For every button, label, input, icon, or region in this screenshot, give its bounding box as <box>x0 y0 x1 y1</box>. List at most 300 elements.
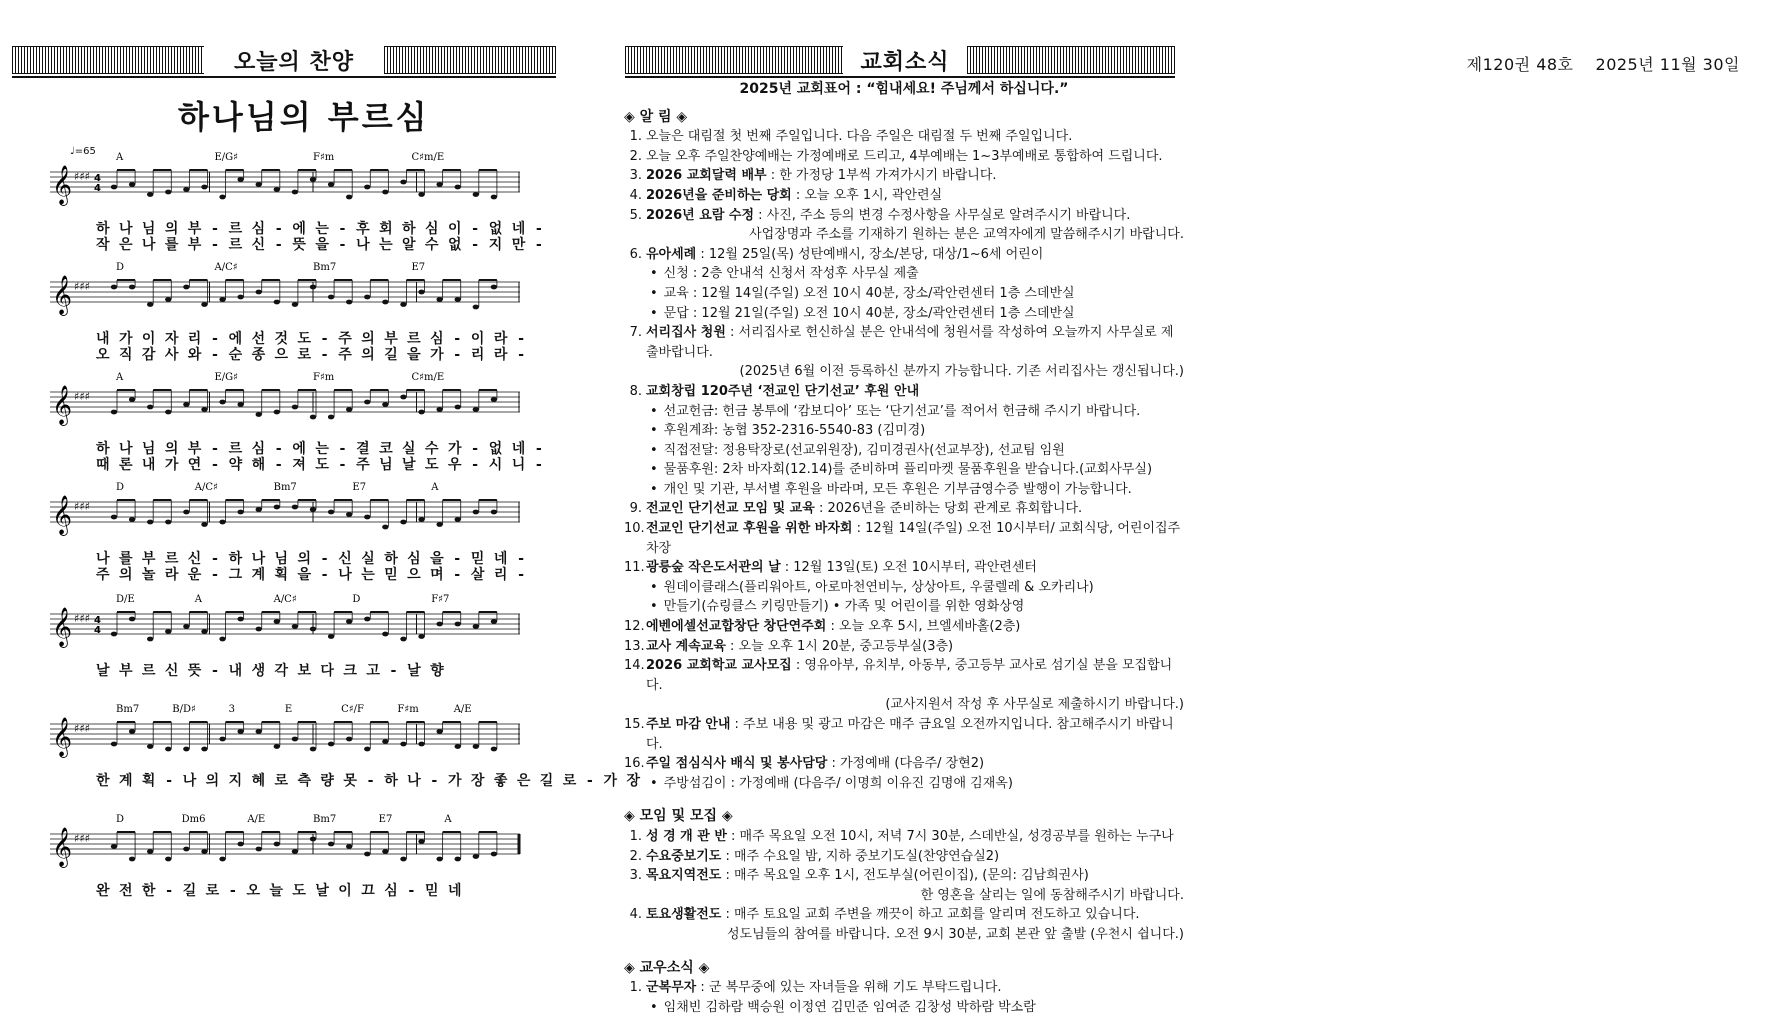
note-head <box>346 512 352 517</box>
music-system <box>50 148 520 218</box>
note-head <box>111 844 117 849</box>
news-item-body <box>646 866 1089 886</box>
music-system <box>50 590 520 660</box>
lyric-line-1: 하 나 님 의 부 - 르 심 - 에 는 - 후 회 하 심 이 - 없 네 - <box>96 221 544 237</box>
staff <box>50 258 540 328</box>
news-subitem-text: 후원계좌: 농협 352-2316-5540-83 (김미경) <box>663 423 926 439</box>
note-head <box>310 285 316 290</box>
treble-clef-icon: 𝄞 <box>52 607 73 647</box>
note-head <box>237 177 243 182</box>
news-item-text: : 사진, 주소 등의 변경 수정사항을 사무실로 알려주시기 바랍니다. <box>754 207 1131 223</box>
note-head <box>111 515 117 520</box>
note-head <box>237 617 243 622</box>
news-item-text: : 매주 목요일 오후 1시, 전도부실(어린이집), (문의: 김남희권사) <box>721 868 1089 884</box>
treble-clef-icon: 𝄞 <box>52 717 73 757</box>
note-head <box>310 507 316 512</box>
note-head <box>491 852 497 857</box>
note-head <box>292 405 298 410</box>
note-head <box>400 180 406 185</box>
note-head <box>165 857 171 862</box>
note-head <box>201 522 207 527</box>
note-head <box>111 742 117 747</box>
news-item-body <box>646 637 953 657</box>
note-head <box>256 290 262 295</box>
music-system <box>50 368 520 438</box>
note-head <box>237 295 243 300</box>
chord-symbol: D <box>116 482 125 493</box>
news-continuation-text: 한 영혼을 살리는 일에 동참해주시기 바랍니다. <box>920 887 1184 903</box>
time-signature: 4 <box>94 615 101 626</box>
note-head <box>491 195 497 200</box>
news-item-number: 10. <box>624 521 645 537</box>
news-continuation <box>624 695 1184 715</box>
news-item-title: 수요중보기도 <box>646 848 722 864</box>
news-item-text: : 매주 수요일 밤, 지하 중보기도실(찬양연습실2) <box>721 848 1000 864</box>
right-section-header <box>625 46 1175 74</box>
note-head <box>183 510 189 515</box>
note-head <box>473 744 479 749</box>
time-signature: 4 <box>94 183 101 194</box>
note-head <box>364 185 370 190</box>
staff <box>50 700 540 770</box>
issue-volume: 제120권 48호 <box>1466 55 1574 74</box>
lyric-line-1: 하 나 님 의 부 - 르 심 - 에 는 - 결 코 실 수 가 - 없 네 - <box>96 441 544 457</box>
note-head <box>346 619 352 624</box>
chord-symbol: D <box>116 262 125 273</box>
news-item-title: 에벤에셀선교합창단 창단연주회 <box>646 619 827 635</box>
note-head <box>237 402 243 407</box>
chord-symbol: A/C♯ <box>194 482 218 493</box>
note-head <box>256 182 262 187</box>
note-head <box>455 405 461 410</box>
news-item-number: 3. <box>629 168 642 184</box>
treble-clef-icon: 𝄞 <box>52 495 73 535</box>
news-subitem-text: 원데이클래스(플리워아트, 아로마천연비누, 상상아트, 우쿨렐레 & 오카리나) <box>663 579 1094 595</box>
note-head <box>219 637 225 642</box>
news-item-title: 유아세례 <box>646 246 697 262</box>
news-item-text: : 군 복무중에 있는 자녀들을 위해 기도 부탁드립니다. <box>696 980 1002 996</box>
note-head <box>165 190 171 195</box>
note-head <box>165 520 171 525</box>
note-head <box>165 747 171 752</box>
note-head <box>418 742 424 747</box>
time-signature: 4 <box>94 625 101 636</box>
note-head <box>436 522 442 527</box>
news-subitem <box>624 441 1184 461</box>
news-subitem-text: 임채빈 김하람 백승원 이정연 김민준 임여준 김창성 박하람 박소람 <box>663 999 1036 1015</box>
chord-symbol: D/E <box>116 594 135 605</box>
news-subitem <box>624 578 1184 598</box>
news-continuation <box>624 225 1184 245</box>
note-head <box>455 517 461 522</box>
news-item <box>624 166 1184 186</box>
note-head <box>183 624 189 629</box>
note-head <box>346 195 352 200</box>
news-item-number: 3. <box>629 868 642 884</box>
note-head <box>418 192 424 197</box>
note-head <box>256 507 262 512</box>
note-head <box>364 295 370 300</box>
news-item-body <box>646 166 997 186</box>
news-item-body <box>646 827 1174 847</box>
news-subitem-text: 주방섬김이 : 가정예배 (다음주/ 이명희 이유진 김명애 김재옥) <box>663 775 1013 791</box>
news-item-number: 14. <box>624 658 645 674</box>
news-item-body <box>646 754 984 774</box>
church-motto: 2025년 교회표어 : “힘내세요! 주님께서 하십니다.” <box>739 81 1069 97</box>
chord-symbol: A <box>116 372 124 383</box>
news-subitem <box>624 421 1184 441</box>
note-head <box>346 407 352 412</box>
lyric-line-1: 완 전 한 - 길 로 - 오 늘 도 날 이 끄 심 - 믿 네 <box>96 883 462 899</box>
chord-symbol: Dm6 <box>181 814 206 825</box>
note-head <box>201 185 207 190</box>
news-subitem <box>624 304 1184 324</box>
news-continuation-text: 성도님들의 참여를 바랍니다. 오전 9시 30분, 교회 본관 앞 출발 (우천시 쉽니다.) <box>727 926 1184 942</box>
news-item <box>624 323 1184 362</box>
news-item-body <box>646 147 1163 167</box>
note-head <box>201 302 207 307</box>
note-head <box>364 515 370 520</box>
note-head <box>147 302 153 307</box>
chord-symbol: A <box>116 152 124 163</box>
note-head <box>364 852 370 857</box>
note-head <box>219 297 225 302</box>
news-item <box>624 754 1184 774</box>
news-item-text: 오늘은 대림절 첫 번째 주일입니다. 다음 주일은 대림절 두 번째 주일입니다. <box>646 129 1073 145</box>
news-item-number: 4. <box>629 907 642 923</box>
note-head <box>183 285 189 290</box>
note-head <box>473 305 479 310</box>
chord-symbol: C♯m/E <box>411 152 445 163</box>
news-item-title: 교회창립 120주년 ‘전교인 단기선교’ 후원 안내 <box>646 383 920 399</box>
news-subitem-text: 직접전달: 정용탁장로(선교위원장), 김미경권사(선교부장), 선교팀 임원 <box>663 442 1065 458</box>
note-head <box>274 505 280 510</box>
staff <box>50 478 540 548</box>
announcements-list <box>624 127 1184 793</box>
note-head <box>201 407 207 412</box>
news-item-number: 7. <box>629 325 642 341</box>
note-head <box>237 842 243 847</box>
note-head <box>328 415 334 420</box>
chord-symbol: C♯m/E <box>411 372 445 383</box>
note-head <box>473 624 479 629</box>
lyric-line-1: 한 계 획 - 나 의 지 혜 로 측 량 못 - 하 나 - 가 장 좋 은 길 로 - 가 장 <box>96 773 641 789</box>
note-head <box>455 744 461 749</box>
announcements-heading: ◈ 알 림 ◈ <box>624 108 688 125</box>
left-section-title: 오늘의 찬양 <box>204 46 384 74</box>
news-item-body <box>646 382 919 402</box>
note-head <box>436 622 442 627</box>
chord-symbol: C♯/F <box>341 704 364 715</box>
chord-symbol: E7 <box>411 262 426 273</box>
note-head <box>328 182 334 187</box>
right-section-title: 교회소식 <box>843 46 967 74</box>
treble-clef-icon: 𝄞 <box>52 385 73 425</box>
lyric-line-2: 작 은 나 를 부 - 르 신 - 뜻 을 - 나 는 알 수 없 - 지 만 - <box>96 237 544 253</box>
note-head <box>418 634 424 639</box>
news-item-text: : 매주 목요일 오전 10시, 저녁 7시 30분, 스데반실, 성경공부를 원하는 누구나 <box>726 828 1174 844</box>
note-head <box>292 505 298 510</box>
news-item-text: : 12월 25일(목) 성탄예배시, 장소/본당, 대상/1~6세 어린이 <box>696 246 1044 262</box>
chord-symbol: Bm7 <box>273 482 297 493</box>
key-signature-icon: ♯♯♯ <box>74 612 90 625</box>
note-head <box>382 190 388 195</box>
chord-symbol: D <box>352 594 361 605</box>
note-head <box>292 737 298 742</box>
note-head <box>310 627 316 632</box>
left-section-header <box>12 46 556 74</box>
news-item-title: 2026년을 준비하는 당회 <box>646 187 792 203</box>
news-item-title: 주일 점심식사 배식 및 봉사담당 <box>646 756 828 772</box>
note-head <box>183 187 189 192</box>
note-head <box>400 395 406 400</box>
note-head <box>201 849 207 854</box>
news-item-text: : 오늘 오후 1시 20분, 중고등부실(3층) <box>725 638 954 654</box>
music-system <box>50 810 520 880</box>
note-head <box>292 624 298 629</box>
note-head <box>491 747 497 752</box>
news-item-title: 전교인 단기선교 모임 및 교육 <box>646 501 815 517</box>
chord-symbol: E7 <box>352 482 367 493</box>
news-item-body <box>646 847 999 867</box>
news-item-text: 오늘 오후 주일찬양예배는 가정예배로 드리고, 4부예배는 1~3부예배로 통합하여 드립니다. <box>646 148 1163 164</box>
note-head <box>129 517 135 522</box>
note-head <box>400 857 406 862</box>
news-item-title: 주보 마감 안내 <box>646 717 731 732</box>
news-subitem-text: 만들기(슈링클스 키링만들기) • 가족 및 어린이를 위한 영화상영 <box>663 599 1025 615</box>
news-item <box>624 637 1184 657</box>
news-item-body <box>646 558 1037 578</box>
staff <box>50 590 540 660</box>
news-item <box>624 827 1184 847</box>
members-heading: ◈ 교우소식 ◈ <box>624 959 710 976</box>
note-head <box>111 185 117 190</box>
news-continuation <box>624 886 1184 906</box>
chord-symbol: E <box>284 704 293 715</box>
note-head <box>219 400 225 405</box>
key-signature-icon: ♯♯♯ <box>74 500 90 513</box>
note-head <box>147 192 153 197</box>
note-head <box>400 302 406 307</box>
note-head <box>382 300 388 305</box>
note-head <box>400 520 406 525</box>
note-head <box>129 285 135 290</box>
note-head <box>364 747 370 752</box>
note-head <box>346 737 352 742</box>
note-head <box>418 410 424 415</box>
news-subitem-text: 신청 : 2층 안내석 신청서 작성후 사무실 제출 <box>663 266 919 282</box>
note-head <box>346 844 352 849</box>
news-item <box>624 382 1184 402</box>
note-head <box>219 857 225 862</box>
chord-symbol: A <box>431 482 439 493</box>
note-head <box>129 857 135 862</box>
news-item <box>624 186 1184 206</box>
note-head <box>436 407 442 412</box>
lyric-line-1: 나 를 부 르 신 - 하 나 님 의 - 신 실 하 심 을 - 믿 네 - <box>96 551 526 567</box>
members-list <box>624 978 1184 1017</box>
note-head <box>436 729 442 734</box>
news-item-text: : 오늘 오후 1시, 곽안련실 <box>791 187 943 203</box>
news-item-number: 11. <box>624 560 645 576</box>
key-signature-icon: ♯♯♯ <box>74 280 90 293</box>
note-head <box>274 619 280 624</box>
key-signature-icon: ♯♯♯ <box>74 722 90 735</box>
news-subitem <box>624 460 1184 480</box>
chord-symbol: A <box>444 814 452 825</box>
hymn-title: 하나님의 부르심 <box>178 98 430 136</box>
news-item-text: : 주보 내용 및 광고 마감은 매주 금요일 오전까지입니다. 참고해주시기 바랍니다. <box>646 717 1174 752</box>
news-item-body <box>646 245 1043 265</box>
news-item-body <box>646 978 1002 998</box>
chord-symbol: A <box>194 594 203 605</box>
news-subitem <box>624 774 1184 794</box>
note-head <box>147 520 153 525</box>
note-head <box>328 295 334 300</box>
note-head <box>147 405 153 410</box>
news-item-number: 1. <box>629 828 642 844</box>
note-head <box>165 629 171 634</box>
news-item-title: 토요생활전도 <box>646 907 722 923</box>
note-head <box>436 297 442 302</box>
note-head <box>219 195 225 200</box>
news-item-number: 15. <box>624 717 645 732</box>
news-item <box>624 905 1184 925</box>
news-item-title: 목요지역전도 <box>646 868 722 884</box>
chord-symbol: E7 <box>378 814 393 825</box>
news-subitem <box>624 597 1184 617</box>
note-head <box>201 747 207 752</box>
note-head <box>274 842 280 847</box>
news-item-text: : 오늘 오후 5시, 브엘세바홀(2층) <box>826 619 1021 635</box>
news-subitem <box>624 998 1184 1017</box>
note-head <box>491 510 497 515</box>
meetings-list <box>624 827 1184 945</box>
news-item-title: 전교인 단기선교 후원을 위한 바자회 <box>646 521 853 537</box>
news-item-number: 4. <box>629 187 642 203</box>
chord-symbol: A/E <box>453 704 472 715</box>
news-subitem <box>624 284 1184 304</box>
news-item <box>624 499 1184 519</box>
note-head <box>129 729 135 734</box>
news-item <box>624 866 1184 886</box>
news-item-body <box>646 186 942 206</box>
note-head <box>111 410 117 415</box>
note-head <box>382 632 388 637</box>
news-item <box>624 519 1184 558</box>
key-signature-icon: ♯♯♯ <box>74 170 90 183</box>
news-item-body <box>646 715 1184 754</box>
note-head <box>328 510 334 515</box>
chord-symbol: F♯m <box>313 372 335 383</box>
lyric-line-2: 때 론 내 가 연 - 약 해 - 져 도 - 주 님 날 도 우 - 시 니 - <box>96 457 544 473</box>
chord-symbol: Bm7 <box>313 814 337 825</box>
news-item-body <box>646 905 1140 925</box>
chord-symbol: F♯m <box>313 152 335 163</box>
news-item <box>624 206 1184 226</box>
note-head <box>400 742 406 747</box>
note-head <box>310 177 316 182</box>
note-head <box>491 619 497 624</box>
news-item <box>624 127 1184 147</box>
note-head <box>183 402 189 407</box>
note-head <box>274 187 280 192</box>
note-head <box>418 290 424 295</box>
staff <box>50 810 540 880</box>
news-continuation-text: (교사지원서 작성 후 사무실로 제출하시기 바랍니다.) <box>885 697 1184 713</box>
news-item <box>624 147 1184 167</box>
staff <box>50 148 540 218</box>
news-item-title: 2026 교회학교 교사모집 <box>646 658 792 674</box>
note-head <box>400 637 406 642</box>
note-head <box>436 182 442 187</box>
news-item-number: 5. <box>629 207 642 223</box>
note-head <box>292 190 298 195</box>
note-head <box>382 525 388 530</box>
note-head <box>418 517 424 522</box>
note-head <box>382 849 388 854</box>
news-subitem-text: 문답 : 12월 21일(주일) 오전 10시 40분, 장소/곽안련센터 1층 스데반실 <box>663 305 1075 321</box>
news-item <box>624 978 1184 998</box>
note-head <box>473 192 479 197</box>
note-head <box>274 410 280 415</box>
news-item-title: 군복무자 <box>646 980 697 996</box>
note-head <box>256 729 262 734</box>
chord-symbol: Bm7 <box>116 704 140 715</box>
chord-symbol: A/C♯ <box>273 594 297 605</box>
note-head <box>111 632 117 637</box>
meetings-heading: ◈ 모임 및 모집 ◈ <box>624 808 733 825</box>
note-head <box>473 510 479 515</box>
news-item-number: 13. <box>624 638 645 654</box>
chord-symbol: A/C♯ <box>214 262 238 273</box>
note-head <box>455 857 461 862</box>
news-item-body <box>646 206 1130 226</box>
lyric-line-1: 날 부 르 신 뜻 - 내 생 각 보 다 크 고 - 날 향 <box>96 663 445 679</box>
note-head <box>310 415 316 420</box>
news-item-body <box>646 519 1184 558</box>
note-head <box>455 622 461 627</box>
music-system <box>50 258 520 328</box>
staff <box>50 368 540 438</box>
news-subitem <box>624 480 1184 500</box>
news-item <box>624 715 1184 754</box>
news-item-text: : 12월 13일(토) 오전 10시부터, 곽안련센터 <box>780 560 1037 576</box>
news-item-number: 2. <box>629 148 642 164</box>
note-head <box>165 297 171 302</box>
treble-clef-icon: 𝄞 <box>52 165 73 205</box>
note-head <box>473 854 479 859</box>
church-news <box>624 80 1184 1017</box>
chord-symbol: B/D♯ <box>172 704 196 715</box>
news-item-title: 서리집사 청원 <box>646 325 726 341</box>
news-subitem-text: 교육 : 12월 14일(주일) 오전 10시 40분, 장소/곽안련센터 1층 스데반실 <box>663 285 1075 301</box>
news-item-number: 8. <box>629 383 642 399</box>
note-head <box>256 847 262 852</box>
key-signature-icon: ♯♯♯ <box>74 832 90 845</box>
note-head <box>165 410 171 415</box>
tempo-marking: ♩=65 <box>70 146 96 157</box>
note-head <box>111 285 117 290</box>
note-head <box>310 747 316 752</box>
news-item-title: 교사 계속교육 <box>646 638 726 654</box>
news-item-number: 16. <box>624 756 645 772</box>
lyric-line-2: 오 직 감 사 와 - 순 종 으 로 - 주 의 길 을 가 - 리 라 - <box>96 347 526 363</box>
note-head <box>455 185 461 190</box>
note-head <box>147 744 153 749</box>
chord-symbol: Bm7 <box>313 262 337 273</box>
news-item-body <box>646 656 1184 695</box>
